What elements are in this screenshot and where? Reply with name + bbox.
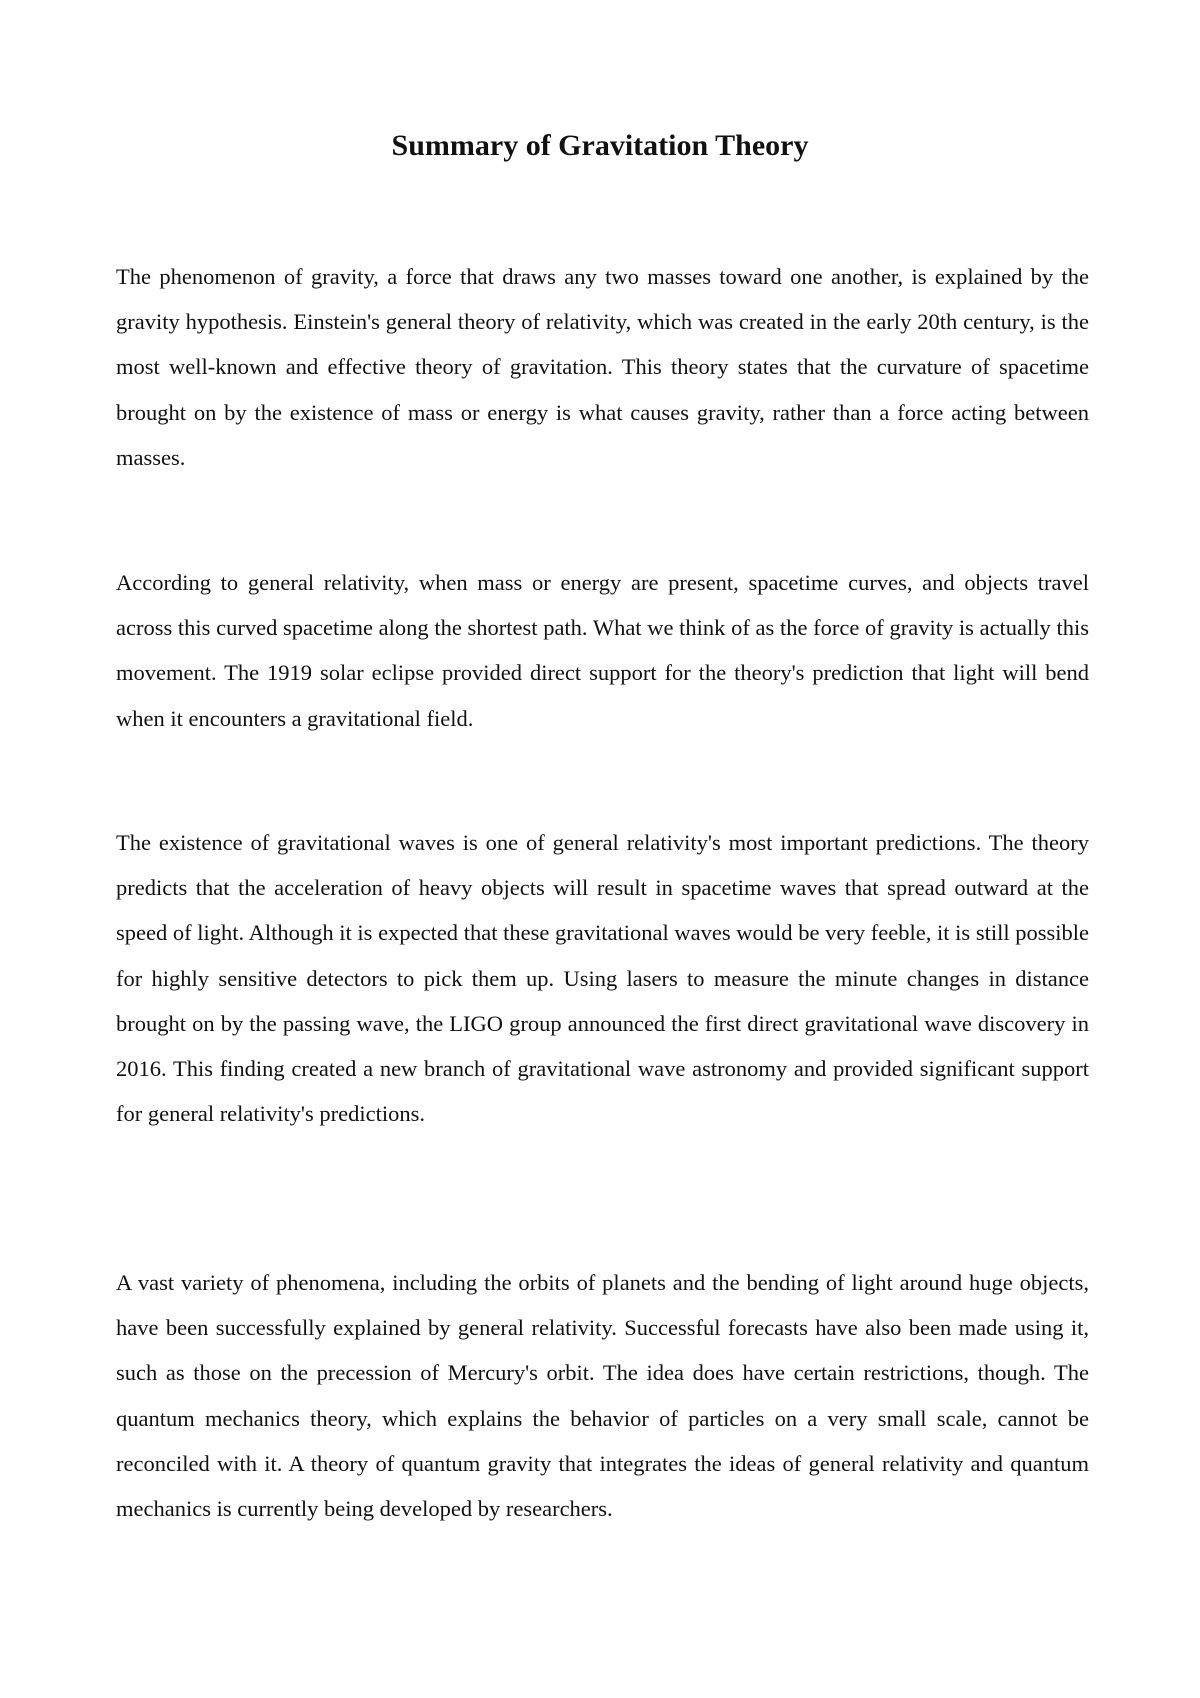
paragraph-3: The existence of gravitational waves is one of general relativity's most important predictions. The theory predicts that the acceleration of heavy objects will result in spacetime waves that spread outward at the speed of light. Although it is expected that these gravitational waves would be very feeble, it is still possible for highly sensitive detectors to pick them up. Using lasers to measure the minute changes in distance brought on by the passing wave, the LIGO group announced the first direct gravitational wave discovery in 2016. This finding created a new branch of gravitational wave astronomy and provided significant support for general relativity's predictions. bbox=[116, 830, 1089, 1127]
paragraph-2: According to general relativity, when mass or energy are present, spacetime curves, and objects travel across this curved spacetime along the shortest path. What we think of as the force of gravity is actually this movement. The 1919 solar eclipse provided direct support for the theory's prediction that light will bend when it encounters a gravitational field. bbox=[116, 570, 1089, 731]
paragraph-4: A vast variety of phenomena, including the orbits of planets and the bending of light around huge objects, have been successfully explained by general relativity. Successful forecasts have also been made using it, such as those on the precession of Mercury's orbit. The idea does have certain restrictions, though. The quantum mechanics theory, which explains the behavior of particles on a very small scale, cannot be reconciled with it. A theory of quantum gravity that integrates the ideas of general relativity and quantum mechanics is currently being developed by researchers. bbox=[116, 1270, 1089, 1522]
paragraph-1: The phenomenon of gravity, a force that draws any two masses toward one another, is explained by the gravity hypothesis. Einstein's general theory of relativity, which was created in the early 20th century, is the most well-known and effective theory of gravitation. This theory states that the curvature of spacetime brought on by the existence of mass or energy is what causes gravity, rather than a force acting between masses. bbox=[116, 264, 1089, 470]
document-title: Summary of Gravitation Theory bbox=[391, 129, 809, 162]
